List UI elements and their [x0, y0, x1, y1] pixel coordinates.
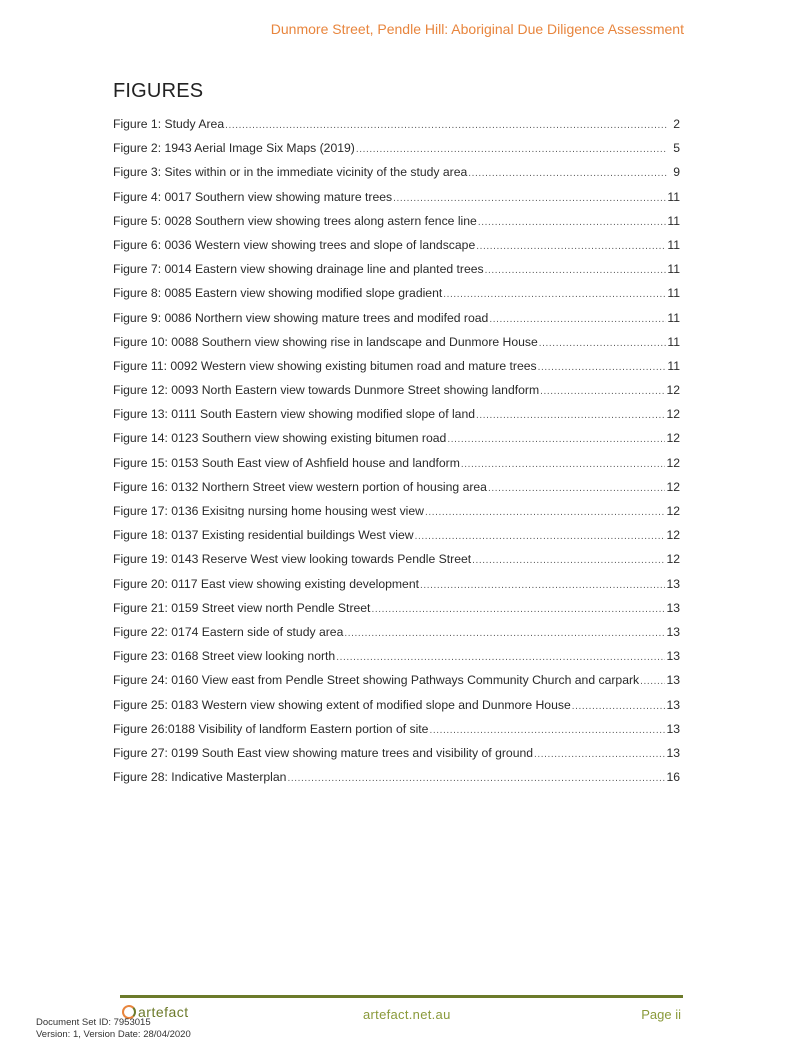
toc-entry[interactable]	[113, 577, 680, 601]
toc-dot-leader	[371, 604, 665, 615]
toc-entry-label: Figure 4: 0017 Southern view showing mature trees	[113, 189, 393, 204]
toc-entry-label: Figure 23: 0168 Street view looking north	[113, 649, 336, 664]
toc-entry[interactable]	[113, 480, 680, 504]
toc-entry-page: 11	[667, 262, 680, 277]
toc-dot-leader	[443, 289, 666, 300]
toc-entry[interactable]	[113, 431, 680, 455]
toc-entry-label: Figure 17: 0136 Exisitng nursing home housing west view	[113, 504, 424, 518]
toc-dot-leader	[287, 773, 665, 784]
toc-dot-leader	[534, 749, 665, 760]
toc-dot-leader	[225, 120, 667, 131]
toc-entry[interactable]	[113, 770, 680, 794]
toc-entry-label: Figure 14: 0123 Southern view showing existing bitumen road	[113, 431, 447, 446]
document-set-id: Document Set ID: 7953015	[36, 1017, 151, 1028]
toc-entry-label: Figure 26:0188 Visibility of landform Eastern portion of site	[113, 721, 429, 736]
toc-entry-label: Figure 1: Study Area	[113, 117, 225, 131]
toc-entry-page: 11	[667, 189, 680, 204]
toc-entry-label: Figure 5: 0028 Southern view showing trees along astern fence line	[113, 213, 477, 228]
toc-dot-leader	[478, 217, 667, 228]
toc-dot-leader	[472, 555, 665, 566]
toc-entry-page: 11	[667, 310, 680, 325]
toc-dot-leader	[540, 386, 665, 397]
toc-dot-leader	[468, 168, 667, 179]
toc-entry[interactable]	[113, 528, 680, 552]
logo-text: artefact	[138, 1004, 189, 1020]
toc-entry-label: Figure 21: 0159 Street view north Pendle Street	[113, 600, 371, 615]
toc-entry-label: Figure 24: 0160 View east from Pendle Street showing Pathways Community Church and carpark	[113, 673, 640, 688]
toc-entry[interactable]	[113, 456, 680, 480]
toc-dot-leader	[336, 652, 665, 663]
toc-entry-page: 13	[666, 745, 680, 760]
document-header-title: Dunmore Street, Pendle Hill: Aboriginal Due Diligence Assessment	[270, 21, 684, 37]
toc-entry-label: Figure 18: 0137 Existing residential buildings West view	[113, 528, 414, 543]
toc-entry-label: Figure 9: 0086 Northern view showing mature trees and modifed road	[113, 310, 489, 325]
toc-entry-page: 11	[667, 286, 680, 301]
toc-entry[interactable]	[113, 214, 680, 238]
toc-entry-label: Figure 10: 0088 Southern view showing rise in landscape and Dunmore House	[113, 334, 538, 349]
toc-entry[interactable]	[113, 673, 680, 697]
footer-divider	[120, 995, 683, 998]
toc-dot-leader	[344, 628, 665, 639]
toc-entry-label: Figure 12: 0093 North Eastern view towards Dunmore Street showing landform	[113, 383, 540, 398]
toc-entry-page: 12	[666, 407, 680, 422]
toc-entry-label: Figure 6: 0036 Western view showing trees and slope of landscape	[113, 237, 476, 252]
document-metadata	[36, 1017, 191, 1041]
toc-entry-page: 9	[673, 165, 680, 180]
toc-entry-label: Figure 25: 0183 Western view showing extent of modified slope and Dunmore House	[113, 697, 571, 712]
toc-entry-label: Figure 11: 0092 Western view showing existing bitumen road and mature trees	[113, 358, 537, 373]
toc-entry-page: 13	[666, 721, 680, 736]
toc-entry-label: Figure 16: 0132 Northern Street view western portion of housing area	[113, 479, 487, 494]
toc-entry-page: 13	[666, 624, 680, 639]
toc-dot-leader	[640, 676, 665, 687]
toc-dot-leader	[489, 314, 666, 325]
toc-entry-page: 13	[666, 673, 680, 688]
toc-entry-label: Figure 22: 0174 Eastern side of study area	[113, 624, 344, 639]
toc-entry-label: Figure 28: Indicative Masterplan	[113, 770, 287, 785]
toc-entry-page: 12	[666, 552, 680, 567]
toc-dot-leader	[476, 241, 666, 252]
toc-dot-leader	[425, 507, 665, 518]
toc-entry[interactable]	[113, 238, 680, 262]
toc-entry[interactable]	[113, 286, 680, 310]
toc-entry-page: 11	[667, 358, 680, 373]
figures-list	[113, 117, 680, 794]
toc-dot-leader	[538, 362, 667, 373]
toc-entry[interactable]	[113, 262, 680, 286]
toc-entry-page: 12	[666, 504, 680, 518]
toc-entry[interactable]	[113, 165, 680, 189]
toc-entry-page: 13	[666, 600, 680, 615]
toc-entry-page: 12	[666, 479, 680, 494]
toc-entry[interactable]	[113, 698, 680, 722]
toc-entry-page: 12	[666, 528, 680, 543]
toc-entry[interactable]	[113, 359, 680, 383]
toc-entry-page: 11	[667, 213, 680, 228]
toc-entry-label: Figure 20: 0117 East view showing existing development	[113, 576, 419, 591]
toc-dot-leader	[476, 410, 665, 421]
toc-entry-page: 12	[666, 455, 680, 470]
toc-entry[interactable]	[113, 722, 680, 746]
toc-entry[interactable]	[113, 190, 680, 214]
toc-dot-leader	[415, 531, 666, 542]
toc-entry-label: Figure 13: 0111 South Eastern view showing modified slope of land	[113, 407, 476, 422]
toc-dot-leader	[485, 265, 667, 276]
toc-entry-label: Figure 3: Sites within or in the immediate vicinity of the study area	[113, 165, 468, 180]
toc-entry-page: 13	[666, 576, 680, 591]
toc-entry[interactable]	[113, 117, 680, 141]
footer-page-number: Page ii	[641, 1007, 681, 1022]
toc-dot-leader	[539, 338, 667, 349]
toc-entry-page: 16	[666, 770, 680, 785]
toc-entry-page: 5	[673, 141, 680, 156]
toc-entry-page: 13	[666, 697, 680, 712]
toc-entry-label: Figure 15: 0153 South East view of Ashfield house and landform	[113, 455, 460, 470]
toc-dot-leader	[420, 580, 665, 591]
toc-entry-page: 12	[666, 431, 680, 446]
toc-dot-leader	[429, 725, 665, 736]
toc-entry[interactable]	[113, 649, 680, 673]
toc-dot-leader	[356, 144, 667, 155]
toc-dot-leader	[461, 459, 666, 470]
toc-entry-page: 11	[667, 237, 680, 252]
document-version: Version: 1, Version Date: 28/04/2020	[36, 1029, 191, 1040]
toc-entry[interactable]	[113, 552, 680, 576]
toc-entry[interactable]	[113, 504, 680, 528]
toc-entry[interactable]	[113, 407, 680, 431]
toc-entry[interactable]	[113, 141, 680, 165]
toc-entry[interactable]	[113, 383, 680, 407]
toc-entry-label: Figure 7: 0014 Eastern view showing drainage line and planted trees	[113, 262, 484, 277]
toc-dot-leader	[447, 434, 665, 445]
toc-entry-label: Figure 8: 0085 Eastern view showing modified slope gradient	[113, 286, 443, 301]
toc-entry-page: 13	[666, 649, 680, 664]
toc-entry[interactable]	[113, 335, 680, 359]
toc-entry-label: Figure 2: 1943 Aerial Image Six Maps (2019)	[113, 141, 355, 156]
toc-dot-leader	[393, 193, 666, 204]
toc-dot-leader	[572, 701, 666, 712]
toc-entry-page: 12	[666, 383, 680, 398]
toc-entry-label: Figure 19: 0143 Reserve West view looking towards Pendle Street	[113, 552, 472, 567]
toc-entry[interactable]	[113, 601, 680, 625]
toc-entry[interactable]	[113, 746, 680, 770]
toc-entry[interactable]	[113, 311, 680, 335]
footer-website-link[interactable]: artefact.net.au	[363, 1007, 451, 1022]
toc-entry-page: 11	[667, 334, 680, 349]
toc-dot-leader	[488, 483, 665, 494]
section-title: FIGURES	[113, 80, 204, 102]
toc-entry-label: Figure 27: 0199 South East view showing mature trees and visibility of ground	[113, 745, 534, 760]
toc-entry[interactable]	[113, 625, 680, 649]
toc-entry-page: 2	[673, 117, 680, 131]
